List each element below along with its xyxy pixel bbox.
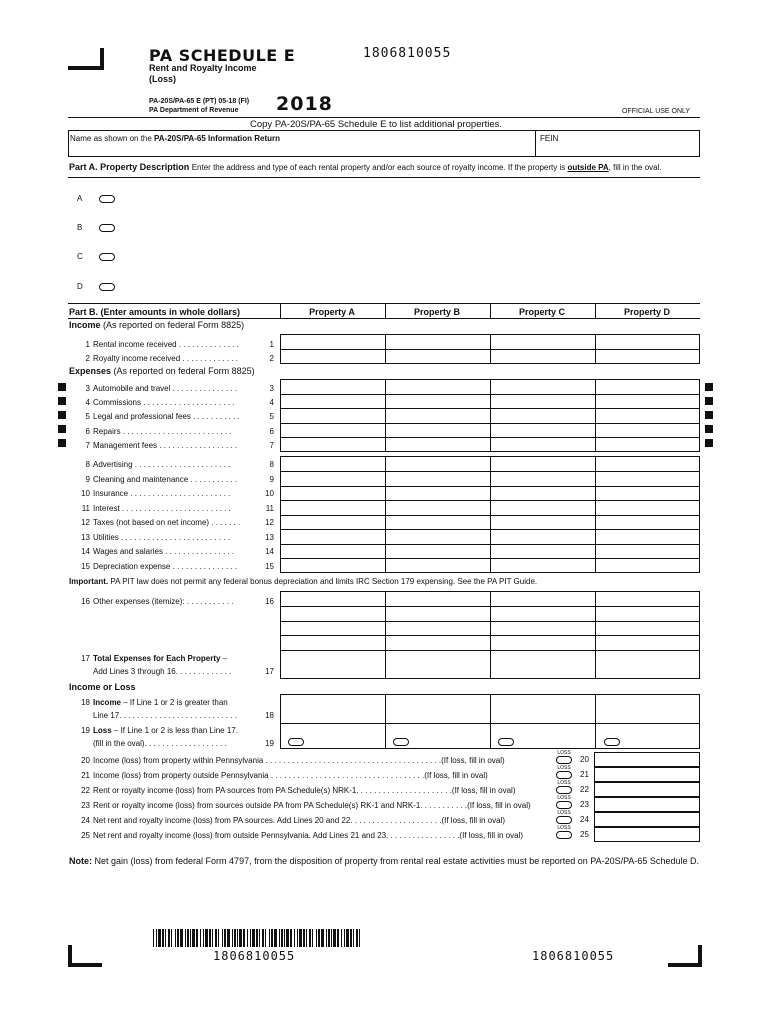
barcode-bar [177,929,179,947]
part-a-heading: Part A. Property Description Enter the address and type of each rental property and/or each source of royalty income. If the property is outside PA, fill in the oval. [69,162,662,172]
line-9: 9 Cleaning and maintenance . . . . . . . . . . . 9 [85,475,274,484]
line-25-ref: 25 [580,830,589,839]
property-d-address-input[interactable] [120,276,700,296]
barcode-bar [312,929,313,947]
scan-marker [705,411,713,419]
fein-input[interactable] [537,144,699,156]
outside-pa-oval-c[interactable] [99,253,115,261]
line-15: 15 Depreciation expense . . . . . . . . . . . . . . . 15 [81,562,274,571]
form-code-block [149,97,249,115]
barcode-bar [337,929,339,947]
loss-oval-line-20[interactable] [556,756,572,764]
line-22-amount[interactable] [594,782,700,797]
barcode-bar [284,929,285,947]
barcode-bar [205,929,208,947]
line-23-ref: 23 [580,800,589,809]
loss-oval-line-22-group: LOSS [555,781,573,794]
outside-pa-oval-a[interactable] [99,195,115,203]
footer-note: Note: Net gain (loss) from federal Form 4797, from the disposition of property from rental real estate activities must be reported on PA-20S/PA-65 Schedule D. [69,856,699,866]
line-20-ref: 20 [580,755,589,764]
barcode-bar [309,929,311,947]
barcode-bar [185,929,186,947]
line-23: 23 Rent or royalty income (loss) from sources outside PA from PA Schedule(s) RK-1 and NRK-1. . . . . . . . . . .(If loss, fill in oval) [81,801,531,810]
barcode-bar [162,929,164,947]
barcode-bar [187,929,189,947]
barcode-bar [218,929,219,947]
scan-marker [58,439,66,447]
line-20-amount[interactable] [594,752,700,767]
line-17-cont: Add Lines 3 through 16. . . . . . . . . . . . . 17 [93,667,274,676]
department-name: PA Department of Revenue [149,107,239,114]
expenses-heading: Expenses (As reported on federal Form 8825) [69,366,255,376]
line-7: 7 Management fees . . . . . . . . . . . . . . . . . . 7 [85,441,274,450]
loss-oval-property-a[interactable] [288,738,304,746]
barcode-bar [297,929,298,947]
barcode-bar [200,929,201,947]
barcode-bar [180,929,183,947]
barcode-bar [294,929,295,947]
barcode-bar [196,929,198,947]
loss-oval-line-20-group: LOSS [555,751,573,764]
loss-oval-line-21-group: LOSS [555,766,573,779]
fein-label: FEIN [540,134,559,143]
line-10: 10 Insurance . . . . . . . . . . . . . . . . . . . . . . . 10 [81,489,274,498]
barcode-bar [271,929,273,947]
income-heading: Income (As reported on federal Form 8825) [69,320,245,330]
scan-marker [705,425,713,433]
property-letter: A [77,194,83,203]
form-subtitle: Rent and Royalty Income (Loss) [149,63,257,84]
barcode-bar [168,929,170,947]
income-or-loss-heading: Income or Loss [69,682,136,692]
expenses-grid-b [280,456,700,573]
barcode-bar [321,929,324,947]
line-3: 3 Automobile and travel . . . . . . . . . . . . . . . 3 [85,384,274,393]
barcode-bar [256,929,258,947]
line-13: 13 Utilities . . . . . . . . . . . . . . . . . . . . . . . . . 13 [81,533,274,542]
loss-oval-line-22[interactable] [556,786,572,794]
line-12: 12 Taxes (not based on net income) . . . . . . . 12 [81,518,274,527]
line-23-amount[interactable] [594,797,700,812]
scan-marker [705,383,713,391]
barcode-bar [250,929,251,947]
barcode-bar [299,929,302,947]
line-22-ref: 22 [580,785,589,794]
line-18: 18 Income – If Line 1 or 2 is greater than [81,698,228,707]
barcode-bar [232,929,233,947]
barcode-bar [165,929,166,947]
barcode-number: 1806810055 [213,949,296,963]
barcode-bar [318,929,320,947]
barcode-bar [328,929,330,947]
loss-oval-property-b[interactable] [393,738,409,746]
barcode-bar [286,929,289,947]
outside-pa-oval-d[interactable] [99,283,115,291]
barcode-bar [262,929,264,947]
property-b-address-input[interactable] [120,217,700,237]
property-letter: D [77,282,83,291]
line-4: 4 Commissions . . . . . . . . . . . . . . . . . . . . . 4 [85,398,274,407]
name-input[interactable] [69,144,533,156]
part-b-rule [68,303,700,304]
column-property-a: Property A [309,307,355,317]
scan-marker [58,425,66,433]
line-24: 24 Net rent and royalty income (loss) from PA sources. Add Lines 20 and 22. . . . . . . . . . . . . . . . . . . . .(If loss, fill in oval) [81,816,506,825]
line-21-amount[interactable] [594,767,700,782]
property-c-address-input[interactable] [120,246,700,266]
line-21-ref: 21 [580,770,589,779]
property-letter: B [77,223,83,232]
official-use-label: OFFICIAL USE ONLY [622,108,691,115]
scan-marker [58,411,66,419]
barcode-bar [259,929,260,947]
income-grid [280,334,700,364]
barcode [153,929,365,947]
loss-oval-line-24[interactable] [556,816,572,824]
barcode-bar [331,929,332,947]
line-5: 5 Legal and professional fees . . . . . . . . . . . 5 [85,412,274,421]
loss-oval-property-d[interactable] [604,738,620,746]
barcode-bar [156,929,157,947]
expenses-grid-a [280,379,700,452]
barcode-bar [346,929,349,947]
line-19: 19 Loss – If Line 1 or 2 is less than Line 17. [81,726,238,735]
form-code: PA-20S/PA-65 E (PT) 05-18 (FI) [149,98,250,105]
barcode-bar [171,929,172,947]
barcode-bar [153,929,154,947]
loss-oval-line-23[interactable] [556,801,572,809]
scan-marker [705,439,713,447]
barcode-bar [239,929,242,947]
line-1: 1 Rental income received . . . . . . . . . . . . . . 1 [85,340,274,349]
loss-oval-property-c[interactable] [498,738,514,746]
barcode-bar [265,929,266,947]
barcode-bar [222,929,223,947]
barcode-bar [344,929,345,947]
form-title: PA SCHEDULE E [149,46,296,65]
scan-marker [58,383,66,391]
scan-marker [58,397,66,405]
barcode-bar [353,929,354,947]
loss-oval-line-24-group: LOSS [555,811,573,824]
line-21: 21 Income (loss) from property outside Pennsylvania . . . . . . . . . . . . . . . . . . . . . . . . . . . . . . . . . . .(If loss, fill in oval) [81,771,488,780]
barcode-bar [316,929,317,947]
loss-oval-line-25-group: LOSS [555,826,573,839]
line-16: 16 Other expenses (itemize): . . . . . . . . . . . 16 [81,597,274,606]
barcode-bar [341,929,342,947]
barcode-bar [227,929,230,947]
barcode-bar [175,929,176,947]
registration-mark-top-left [68,48,104,70]
line-6: 6 Repairs . . . . . . . . . . . . . . . . . . . . . . . . . 6 [85,427,274,436]
barcode-bar [350,929,352,947]
line-14: 14 Wages and salaries . . . . . . . . . . . . . . . . 14 [81,547,274,556]
barcode-bar [209,929,211,947]
line-24-ref: 24 [580,815,589,824]
barcode-bar [192,929,195,947]
barcode-bar [326,929,327,947]
barcode-bar [190,929,191,947]
outside-pa-oval-b[interactable] [99,224,115,232]
barcode-bar [243,929,245,947]
barcode-bar [252,929,255,947]
column-property-d: Property D [623,307,670,317]
line-19-cont: (fill in the oval). . . . . . . . . . . . . . . . . . . 19 [93,739,274,748]
scan-marker [705,397,713,405]
part-a-rule [68,177,700,178]
income-loss-grid [280,694,700,749]
loss-oval-line-23-group: LOSS [555,796,573,809]
line-17: 17 Total Expenses for Each Property – [81,654,228,663]
loss-oval-line-25[interactable] [556,831,572,839]
property-a-address-input[interactable] [120,188,700,208]
registration-mark-bottom-right [668,945,702,967]
line-25-amount[interactable] [594,827,700,842]
barcode-bar [274,929,277,947]
name-label: Name as shown on the PA-20S/PA-65 Information Return [70,134,280,143]
barcode-bar [234,929,236,947]
header-rule [68,117,700,118]
scan-number-bottom: 1806810055 [532,949,615,963]
barcode-bar [269,929,270,947]
barcode-bar [215,929,217,947]
line-24-amount[interactable] [594,812,700,827]
barcode-bar [224,929,226,947]
barcode-bar [158,929,161,947]
part-b-heading: Part B. (Enter amounts in whole dollars) [69,307,241,317]
property-letter: C [77,252,83,261]
copy-note: Copy PA-20S/PA-65 Schedule E to list additional properties. [250,119,503,130]
other-expenses-grid [280,591,700,679]
column-property-b: Property B [413,307,460,317]
barcode-bar [281,929,283,947]
line-2: 2 Royalty income received . . . . . . . . . . . . . 2 [85,354,274,363]
barcode-bar [212,929,213,947]
other-expenses-itemize-input[interactable] [93,611,273,653]
barcode-bar [359,929,360,947]
barcode-bar [306,929,307,947]
important-note: Important. PA PIT law does not permit any federal bonus depreciation and limits IRC Section 179 expensing. See the PA PIT Guide. [69,577,538,586]
registration-mark-bottom-left [68,945,102,967]
barcode-bar [279,929,280,947]
barcode-bar [247,929,248,947]
barcode-bar [356,929,358,947]
line-22: 22 Rent or royalty income (loss) from PA sources from PA Schedule(s) NRK-1. . . . . . . . . . . . . . . . . . . . . .(If loss, fill in oval) [81,786,516,795]
barcode-bar [290,929,292,947]
scan-number-top: 1806810055 [363,46,452,61]
line-18-cont: Line 17. . . . . . . . . . . . . . . . . . . . . . . . . . . 18 [93,711,274,720]
line-25: 25 Net rent and royalty income (loss) from outside Pennsylvania. Add Lines 21 and 23. . . . . . . . . . . . . . . . .(If loss, fill in oval) [81,831,523,840]
loss-oval-line-21[interactable] [556,771,572,779]
line-20: 20 Income (loss) from property within Pennsylvania . . . . . . . . . . . . . . . . . . . . . . . . . . . . . . . . . . . . . . . .(If loss, fill in oval) [81,756,505,765]
line-8: 8 Advertising . . . . . . . . . . . . . . . . . . . . . . 8 [85,460,274,469]
line-11: 11 Interest . . . . . . . . . . . . . . . . . . . . . . . . . 11 [81,504,274,513]
barcode-bar [203,929,204,947]
column-property-c: Property C [518,307,565,317]
barcode-bar [303,929,305,947]
barcode-bar [333,929,336,947]
tax-year: 2018 [276,93,333,115]
barcode-bar [237,929,238,947]
